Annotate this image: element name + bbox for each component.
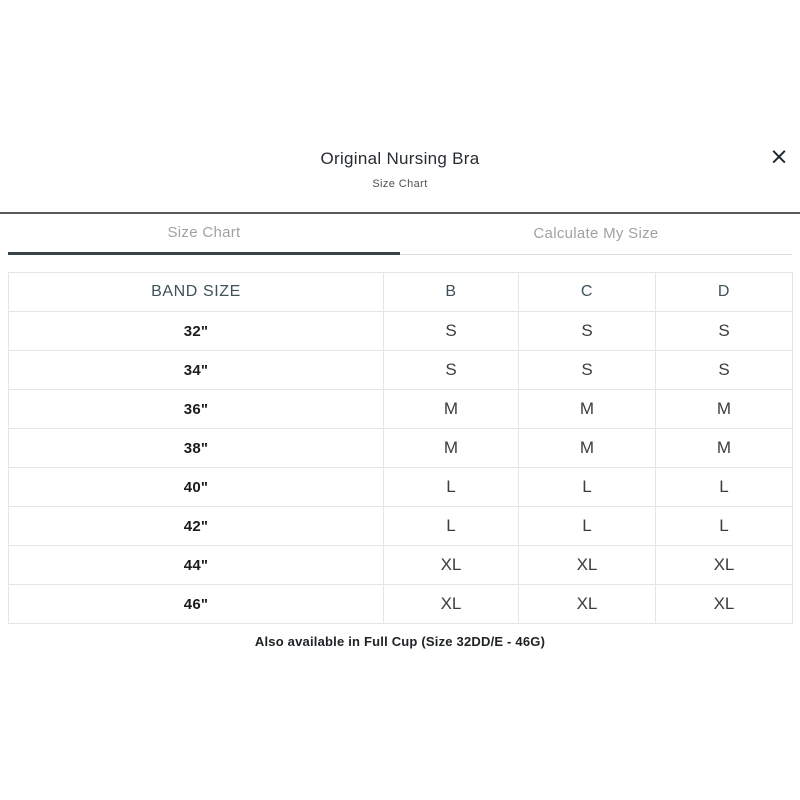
table-row: [9, 507, 793, 546]
cup-size-cell: S: [656, 351, 793, 390]
cup-size-cell: XL: [656, 546, 793, 585]
tab-size-chart[interactable]: Size Chart: [8, 214, 400, 255]
table-row: [9, 351, 793, 390]
cup-size-cell: S: [656, 312, 793, 351]
cup-size-cell: S: [384, 351, 519, 390]
cup-size-cell: S: [519, 351, 656, 390]
cup-size-cell: M: [519, 429, 656, 468]
cup-size-cell: M: [656, 390, 793, 429]
cup-size-cell: L: [384, 468, 519, 507]
cup-size-cell: M: [384, 390, 519, 429]
cup-size-cell: XL: [656, 585, 793, 624]
cup-size-cell: M: [519, 390, 656, 429]
band-size-cell: 44": [9, 546, 384, 585]
close-icon[interactable]: ×: [764, 142, 794, 172]
size-chart-table: [8, 272, 793, 624]
cup-size-cell: L: [656, 468, 793, 507]
tab-bar: [8, 214, 792, 255]
band-size-cell: 36": [9, 390, 384, 429]
header-band-size: BAND SIZE: [9, 273, 384, 312]
size-chart-body: [9, 312, 793, 624]
table-header-row: [9, 273, 793, 312]
header-cup-c: C: [519, 273, 656, 312]
table-row: [9, 468, 793, 507]
header-cup-b: B: [384, 273, 519, 312]
header-cup-d: D: [656, 273, 793, 312]
band-size-cell: 46": [9, 585, 384, 624]
modal-title: Original Nursing Bra: [320, 149, 480, 168]
band-size-cell: 34": [9, 351, 384, 390]
footer-note: Also available in Full Cup (Size 32DD/E - 46G): [254, 634, 546, 649]
modal-subtitle: Size Chart: [372, 178, 428, 190]
cup-size-cell: XL: [519, 585, 656, 624]
cup-size-cell: M: [384, 429, 519, 468]
cup-size-cell: L: [519, 507, 656, 546]
table-row: [9, 312, 793, 351]
table-row: [9, 390, 793, 429]
cup-size-cell: XL: [384, 546, 519, 585]
cup-size-cell: S: [384, 312, 519, 351]
cup-size-cell: L: [519, 468, 656, 507]
band-size-cell: 38": [9, 429, 384, 468]
cup-size-cell: L: [656, 507, 793, 546]
band-size-cell: 40": [9, 468, 384, 507]
table-row: [9, 429, 793, 468]
band-size-cell: 42": [9, 507, 384, 546]
band-size-cell: 32": [9, 312, 384, 351]
modal-header: [0, 0, 800, 191]
tab-calculate-my-size[interactable]: Calculate My Size: [400, 214, 792, 255]
cup-size-cell: S: [519, 312, 656, 351]
table-row: [9, 585, 793, 624]
table-row: [9, 546, 793, 585]
cup-size-cell: M: [656, 429, 793, 468]
cup-size-cell: XL: [384, 585, 519, 624]
cup-size-cell: XL: [519, 546, 656, 585]
cup-size-cell: L: [384, 507, 519, 546]
